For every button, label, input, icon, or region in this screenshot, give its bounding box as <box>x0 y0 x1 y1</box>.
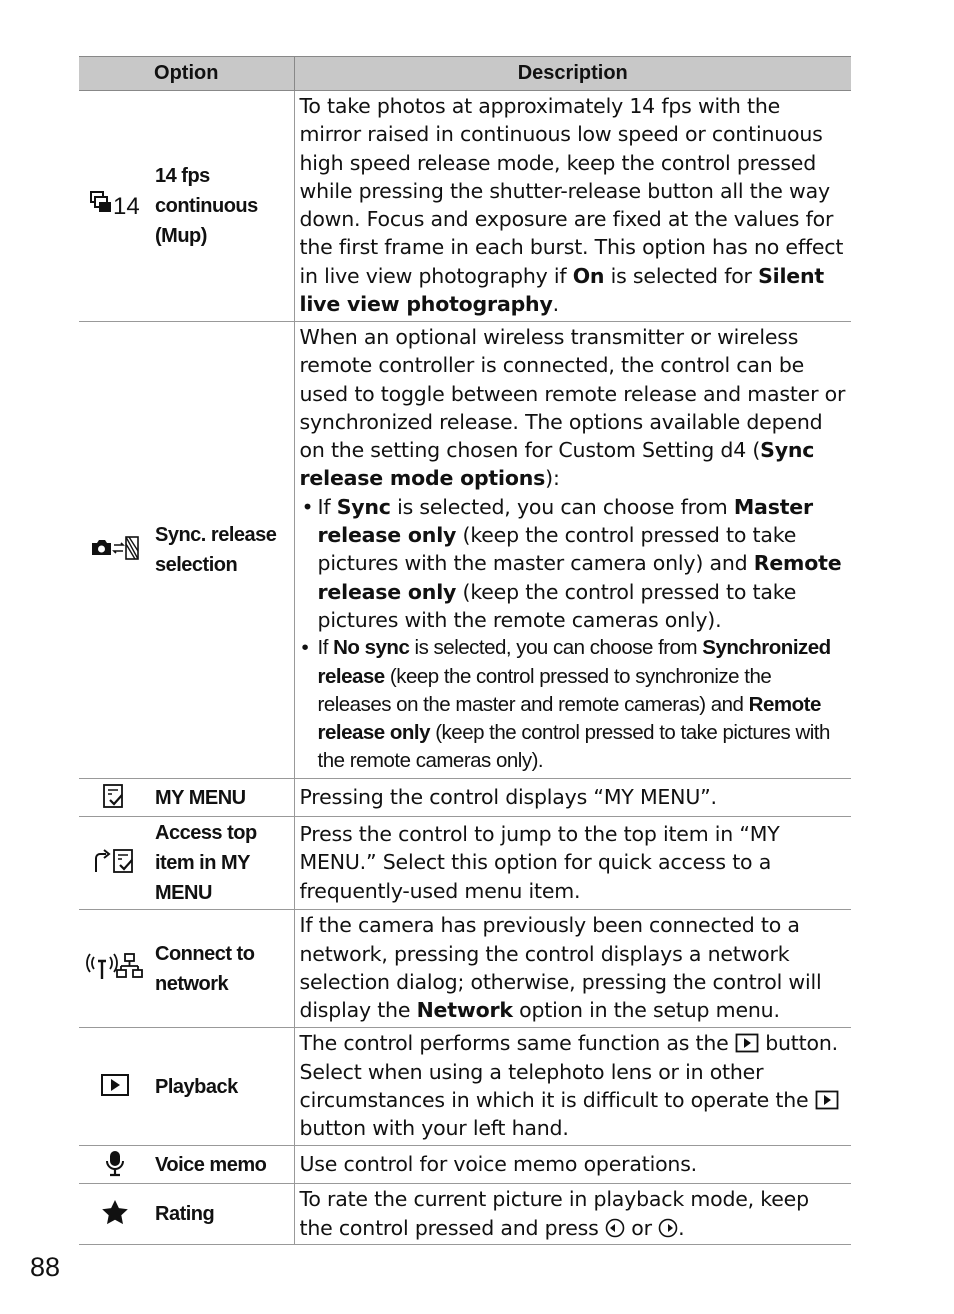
option-label-line: item in MY <box>155 852 251 874</box>
sync-release-icon <box>89 534 141 562</box>
playback-button-icon <box>735 1033 759 1053</box>
option-label-line: continuous <box>155 195 258 217</box>
page-number: 88 <box>30 1252 61 1282</box>
list-item: • If No sync is selected, you can choose from Synchronized release (keep the control pressed to synchronize the releases on the master and remote cameras) and Remote release only (keep the control pressed to take pictures with the remote cameras only). <box>300 634 848 775</box>
playback-button-icon <box>815 1090 839 1110</box>
option-label-line: selection <box>155 554 238 576</box>
option-label-line: (Mup) <box>155 225 207 247</box>
option-description: Use control for voice memo operations. <box>294 1146 851 1184</box>
microphone-icon <box>104 1149 126 1177</box>
option-label-line: Connect to <box>155 942 255 965</box>
network-icon <box>85 951 145 983</box>
table-row <box>79 1146 851 1184</box>
option-label-line: MENU <box>155 882 212 904</box>
header-option: Option <box>79 57 294 91</box>
table-row <box>79 1028 851 1146</box>
table-row <box>79 1184 851 1245</box>
option-description: To take photos at approximately 14 fps with the mirror raised in continuous low speed or continuous high speed release mode, keep the control pressed while pressing the shutter-release button all the way down. Focus and exposure are fixed at the values for the first frame in each burst. This option has no effect in live view photography if On is selected for Silent live view photography. <box>294 91 851 322</box>
option-label-line: Voice memo <box>155 1153 267 1176</box>
multi-selector-right-icon <box>658 1218 678 1238</box>
table-row <box>79 817 851 910</box>
star-icon <box>101 1199 129 1225</box>
option-description: When an optional wireless transmitter or wireless remote controller is connected, the control can be used to toggle between remote release and master or synchronized release. The options available depend on the setting chosen for Custom Setting d4 (Sync release mode options): • If Sync is selected, you can choose from Master release only (keep the control pressed to take pictures with the master camera only) and Remote release only (keep the control pressed to take pictures with the remote cameras only). • If No sync is selected, you can choose from Synchronized release (keep the control pressed to synchronize the releases on the master and remote cameras) and Remote release only (keep the control pressed to take pictures with the remote cameras only). <box>294 322 851 779</box>
option-description: Pressing the control displays “MY MENU”. <box>294 779 851 817</box>
option-description: The control performs same function as the button. Select when using a telephoto lens or in other circumstances in which it is difficult to operate the button with your left hand. <box>294 1028 851 1146</box>
option-label-line: Access top <box>155 822 257 844</box>
table-row <box>79 91 851 322</box>
access-top-my-menu-icon <box>90 846 140 876</box>
option-label-line: MY MENU <box>155 786 246 809</box>
option-description: Press the control to jump to the top item in “MY MENU.” Select this option for quick access to a frequently-used menu item. <box>294 817 851 910</box>
table-row <box>79 322 851 779</box>
fps-14-icon <box>87 189 143 219</box>
table-header-row <box>79 57 851 91</box>
svg-text:14: 14 <box>113 193 140 219</box>
option-label-line: Rating <box>155 1203 215 1225</box>
table-row <box>79 779 851 817</box>
playback-icon <box>100 1073 130 1097</box>
option-label-line: network <box>155 972 229 995</box>
option-label-line: 14 fps <box>155 165 210 187</box>
my-menu-icon <box>100 782 130 810</box>
list-item: • If Sync is selected, you can choose from Master release only (keep the control pressed to take pictures with the master camera only) and Remote release only (keep the control pressed to take pictures with the remote cameras only). <box>300 493 848 634</box>
option-label-line: Sync. release <box>155 524 277 546</box>
table-row <box>79 910 851 1028</box>
option-label-line: Playback <box>155 1075 238 1098</box>
multi-selector-left-icon <box>605 1218 625 1238</box>
sync-options-list <box>300 493 848 776</box>
header-description: Description <box>294 57 851 91</box>
options-table <box>79 56 851 1245</box>
option-description: To rate the current picture in playback mode, keep the control pressed and press or . <box>294 1184 851 1245</box>
option-description: If the camera has previously been connected to a network, pressing the control displays a network selection dialog; otherwise, pressing the control will display the Network option in the setup menu. <box>294 910 851 1028</box>
